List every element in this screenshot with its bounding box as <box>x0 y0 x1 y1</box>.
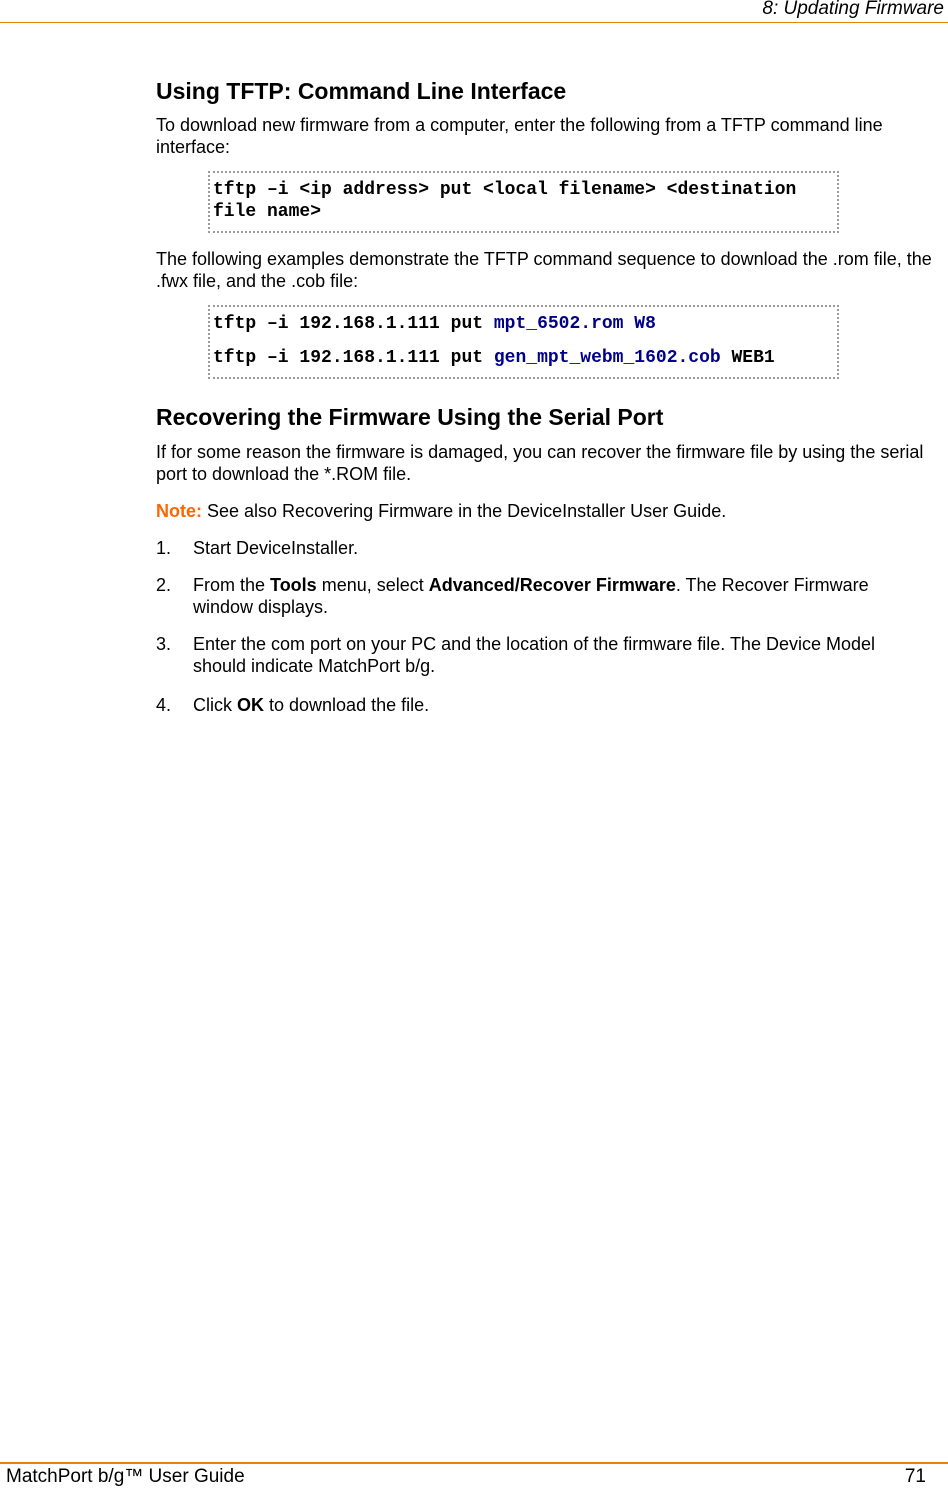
tftp-example-cob-file: gen_mpt_webm_1602.cob <box>493 348 721 368</box>
tools-menu-label: Tools <box>270 575 317 595</box>
tftp-example-cob-prefix: tftp –i 192.168.1.111 put <box>213 348 494 368</box>
tftp-example-rom <box>213 313 837 335</box>
tftp-example-cob-suffix: WEB1 <box>720 348 775 368</box>
tftp-example-rom-file: mpt_6502.rom W8 <box>493 314 656 334</box>
note-paragraph <box>156 500 941 522</box>
footer-title: MatchPort b/g™ User Guide <box>6 1466 245 1487</box>
tftp-syntax-line-1: tftp –i <ip address> put <local filename> <destination <box>213 180 797 200</box>
tftp-example-cob <box>213 347 837 369</box>
section-heading-tftp-cli: Using TFTP: Command Line Interface <box>156 78 567 104</box>
ok-button-label: OK <box>237 695 264 715</box>
page-number: 71 <box>904 1466 926 1487</box>
step-text: Click OK to download the file. <box>193 695 430 715</box>
step-text: Start DeviceInstaller. <box>193 538 359 558</box>
tftp-syntax-code-box <box>208 171 839 233</box>
section-heading-serial-recovery: Recovering the Firmware Using the Serial Port <box>156 404 664 430</box>
tftp-examples-intro: The following examples demonstrate the TFTP command sequence to download the .rom file, the .fwx file, and the .cob file: <box>156 249 932 291</box>
tftp-syntax-line-2: file name> <box>213 202 322 222</box>
note-text: See also Recovering Firmware in the DeviceInstaller User Guide. <box>202 501 727 521</box>
step-number: 2. <box>156 575 172 595</box>
step-text: Enter the com port on your PC and the location of the firmware file. The Device Model should indicate MatchPort b/g. <box>193 634 876 676</box>
running-header: 8: Updating Firmware <box>762 0 944 19</box>
step-number: 1. <box>156 538 172 558</box>
serial-recovery-intro: If for some reason the firmware is damaged, you can recover the firmware file by using the serial port to download the *.ROM file. <box>156 442 924 484</box>
footer-rule <box>0 1462 948 1464</box>
recover-firmware-menu-label: Advanced/Recover Firmware <box>428 575 676 595</box>
tftp-example-rom-prefix: tftp –i 192.168.1.111 put <box>213 314 494 334</box>
tftp-examples-code-box <box>208 305 839 379</box>
step-number: 3. <box>156 634 172 654</box>
header-rule <box>0 22 948 23</box>
tftp-intro-paragraph: To download new firmware from a computer, enter the following from a TFTP command line interface: <box>156 115 883 157</box>
note-label: Note: <box>156 501 202 521</box>
step-text: From the Tools menu, select Advanced/Recover Firmware. The Recover Firmware window displays. <box>193 575 869 617</box>
step-number: 4. <box>156 695 172 715</box>
